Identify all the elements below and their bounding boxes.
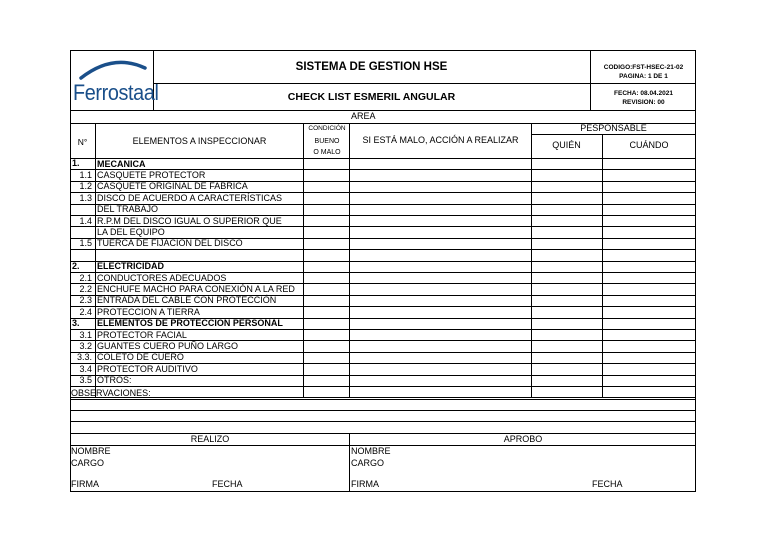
frame-bottom: [70, 491, 696, 492]
logo-text: Ferrostaal: [73, 80, 159, 105]
row-element-text: LA DEL EQUIPO: [97, 226, 165, 237]
table-row: [70, 306, 696, 317]
col-responsible-header: PESPONSABLE: [580, 123, 647, 133]
section-row: [70, 261, 696, 272]
row-number: 1.2: [79, 181, 92, 192]
made-role-label: CARGO: [71, 458, 105, 468]
table-row: [70, 238, 696, 249]
table-row: [70, 340, 696, 351]
area-label: AREA: [351, 111, 376, 121]
row-element-text: COLETO DE CUERO: [97, 352, 184, 363]
row-element-text: R.P.M DEL DISCO IGUAL O SUPERIOR QUE: [97, 215, 282, 226]
table-row: [70, 352, 696, 363]
header-mid-line: [153, 83, 696, 84]
col-elements-header: ELEMENTOS A INSPECCIONAR: [132, 136, 267, 146]
col-action-header: SI ESTÁ MALO, ACCIÓN A REALIZAR: [362, 135, 519, 145]
obs-line-3: [70, 421, 696, 422]
col-condition-header-2: BUENO: [314, 138, 340, 145]
row-number: 3.2: [79, 340, 92, 351]
row-element-text: DISCO DE ACUERDO A CARACTERÍSTICAS: [97, 192, 283, 203]
system-title: SISTEMA DE GESTION HSE: [295, 61, 448, 73]
row-number: 1.: [72, 158, 80, 168]
obs-line-2: [70, 410, 696, 411]
approved-signature-label: FIRMA: [351, 479, 379, 489]
row-number: 1.3: [79, 192, 92, 203]
table-row: [70, 329, 696, 340]
section-row: [70, 318, 696, 329]
approved-role-label: CARGO: [351, 458, 385, 468]
row-element-text: MECANICA: [97, 158, 146, 169]
row-element-text: PROTECTOR AUDITIVO: [97, 363, 198, 374]
row-element-text: CASQUETE ORIGINAL DE FABRICA: [97, 181, 248, 192]
row-element-text: PROTECTOR FACIAL: [97, 329, 187, 340]
col-condition-header-3: O MALO: [313, 149, 341, 156]
table-row: [70, 226, 696, 237]
row-element-text: ELECTRICIDAD: [97, 261, 164, 272]
col-condition-header-1: CONDICIÓN: [308, 125, 346, 132]
row-number: 2.3: [79, 295, 92, 306]
row-number: 2.1: [79, 272, 92, 283]
document-code: CODIGO:FST-HSEC-21-02: [603, 64, 684, 71]
col-when-header: CUÁNDO: [629, 140, 669, 150]
row-number: 3.1: [79, 329, 92, 340]
row-element-text: ELEMENTOS DE PROTECCION PERSONAL: [97, 318, 283, 329]
row-number: 1.4: [79, 215, 92, 226]
approved-date-label: FECHA: [592, 479, 623, 489]
company-logo: [71, 51, 159, 110]
row-element-text: ENCHUFE MACHO PARA CONEXIÓN A LA RED: [97, 283, 295, 294]
table-row: [70, 386, 696, 397]
made-date-label: FECHA: [212, 479, 243, 489]
responsible-line: [531, 134, 696, 135]
col-num-header: N°: [77, 137, 88, 147]
document-date: FECHA: 08.04.2021: [614, 90, 673, 97]
row-number: 3.4: [79, 363, 92, 374]
obs-line-4: [70, 433, 696, 434]
table-row: [70, 283, 696, 294]
observations-label: OBSERVACIONES:: [71, 388, 151, 398]
obs-line-1: [70, 399, 696, 400]
made-name-label: NOMBRE: [71, 446, 111, 456]
made-signature-label: FIRMA: [71, 479, 99, 489]
row-number: 2.: [72, 260, 80, 271]
row-element-text: GUANTES CUERO PUÑO LARGO: [97, 340, 239, 351]
row-number: 3.5: [79, 375, 92, 386]
frame-top: [70, 50, 696, 51]
row-number: 1.1: [79, 169, 92, 180]
row-number: 2.2: [79, 283, 92, 294]
made-by-label: REALIZO: [190, 434, 230, 444]
table-row: [70, 375, 696, 386]
approved-name-label: NOMBRE: [351, 446, 391, 456]
row-element-text: DEL TRABAJO: [97, 204, 159, 215]
document-page: PAGINA: 1 DE 1: [619, 73, 668, 80]
table-row: [70, 192, 696, 203]
row-element-text: ENTRADA DEL CABLE CON PROTECCIÓN: [97, 295, 277, 306]
table-row: [70, 249, 696, 260]
row-number: 3.3.: [76, 352, 92, 363]
row-number: 2.4: [79, 306, 92, 317]
row-element-text: CONDUCTORES ADECUADOS: [97, 272, 227, 283]
row-element-text: PROTECCION A TIERRA: [97, 306, 200, 317]
row-number: 1.5: [79, 238, 92, 249]
table-row: [70, 295, 696, 306]
table-row: [70, 363, 696, 374]
approved-by-label: APROBO: [503, 434, 543, 444]
document-revision: REVISION: 00: [622, 99, 665, 106]
col-who-header: QUIÉN: [552, 140, 581, 150]
table-row: [70, 181, 696, 192]
table-row: [70, 204, 696, 215]
row-element-text: CASQUETE PROTECTOR: [97, 169, 206, 180]
table-row: [70, 215, 696, 226]
section-row: [70, 158, 696, 169]
table-row: [70, 169, 696, 180]
header-bottom-line: [70, 110, 696, 111]
document-title: CHECK LIST ESMERIL ANGULAR: [287, 91, 456, 103]
row-element-text: OTROS:: [97, 375, 132, 386]
row-element-text: TUERCA DE FIJACION DEL DISCO: [97, 238, 243, 249]
table-row: [70, 272, 696, 283]
row-number: 3.: [72, 317, 80, 328]
